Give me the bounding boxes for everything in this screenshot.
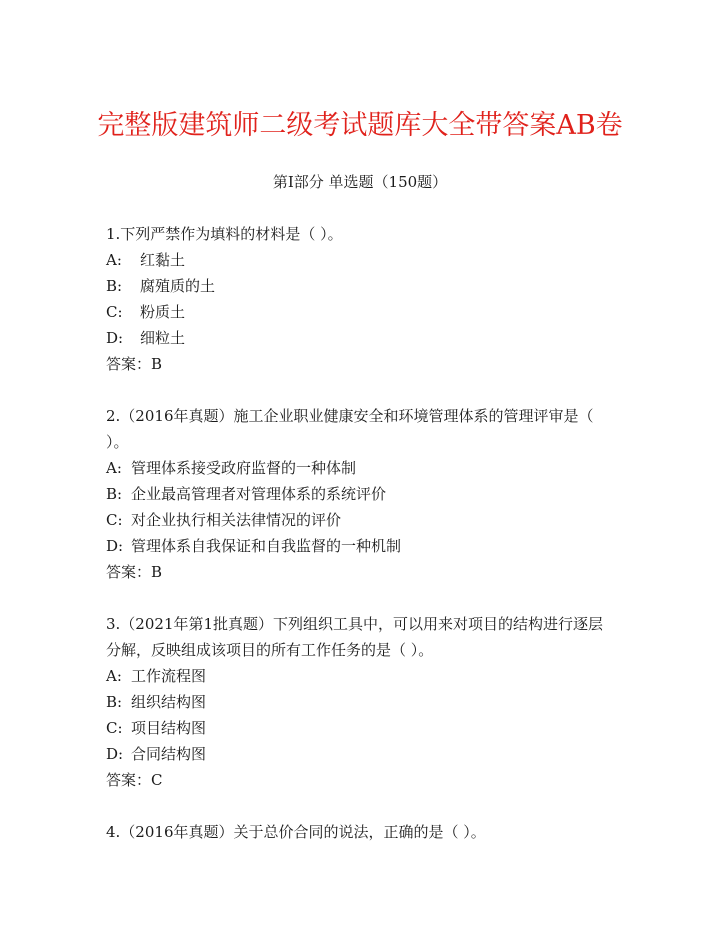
question-list <box>106 221 616 871</box>
option-text: 项目结构图 <box>131 719 207 737</box>
option-b <box>106 273 616 299</box>
option-text: 对企业执行相关法律情况的评价 <box>131 511 342 529</box>
answer-value: C <box>151 771 163 789</box>
question-stem: 4.（2016年真题）关于总价合同的说法，正确的是（ ）。 <box>106 823 486 841</box>
question-stem: 1.下列严禁作为填料的材料是（ ）。 <box>106 225 343 243</box>
answer-line <box>106 767 616 793</box>
option-c <box>106 299 616 325</box>
option-text: 管理体系自我保证和自我监督的一种机制 <box>131 537 402 555</box>
option-key: A: <box>106 251 122 269</box>
option-text: 工作流程图 <box>131 667 207 685</box>
option-a <box>106 663 616 689</box>
option-d <box>106 741 616 767</box>
answer-label: 答案： <box>106 563 152 581</box>
option-key: D: <box>106 745 124 763</box>
question-3 <box>106 611 616 793</box>
option-key: B: <box>106 485 123 503</box>
option-text: 组织结构图 <box>131 693 207 711</box>
option-text: 管理体系接受政府监督的一种体制 <box>131 459 357 477</box>
answer-line <box>106 559 616 585</box>
option-key: A: <box>106 667 122 685</box>
option-c <box>106 507 616 533</box>
answer-line <box>106 351 616 377</box>
option-d <box>106 533 616 559</box>
answer-value: B <box>151 355 163 373</box>
option-a <box>106 455 616 481</box>
option-key: B: <box>106 693 123 711</box>
option-text: 红黏土 <box>140 251 186 269</box>
option-key: D: <box>106 329 124 347</box>
section-title: 第I部分 单选题（150题） <box>272 173 448 191</box>
question-2 <box>106 403 616 585</box>
answer-label: 答案： <box>106 355 152 373</box>
option-key: D: <box>106 537 124 555</box>
option-b <box>106 689 616 715</box>
option-text: 合同结构图 <box>131 745 207 763</box>
option-text: 粉质土 <box>140 303 186 321</box>
option-text: 腐殖质的土 <box>140 277 216 295</box>
option-b <box>106 481 616 507</box>
option-text: 细粒土 <box>140 329 186 347</box>
option-c <box>106 715 616 741</box>
option-key: C: <box>106 511 123 529</box>
question-stem: 3.（2021年第1批真题）下列组织工具中，可以用来对项目的结构进行逐层分解，反映组成该项目的所有工作任务的是（ ）。 <box>106 615 604 659</box>
option-key: B: <box>106 277 123 295</box>
answer-label: 答案： <box>106 771 152 789</box>
option-d <box>106 325 616 351</box>
answer-value: B <box>151 563 163 581</box>
question-4 <box>106 819 616 845</box>
question-1 <box>106 221 616 377</box>
option-key: C: <box>106 303 123 321</box>
option-a <box>106 247 616 273</box>
option-text: 企业最高管理者对管理体系的系统评价 <box>131 485 387 503</box>
option-key: C: <box>106 719 123 737</box>
option-key: A: <box>106 459 122 477</box>
question-stem: 2.（2016年真题）施工企业职业健康安全和环境管理体系的管理评审是（ ）。 <box>106 407 594 451</box>
document-title: 完整版建筑师二级考试题库大全带答案AB卷 <box>97 110 623 141</box>
